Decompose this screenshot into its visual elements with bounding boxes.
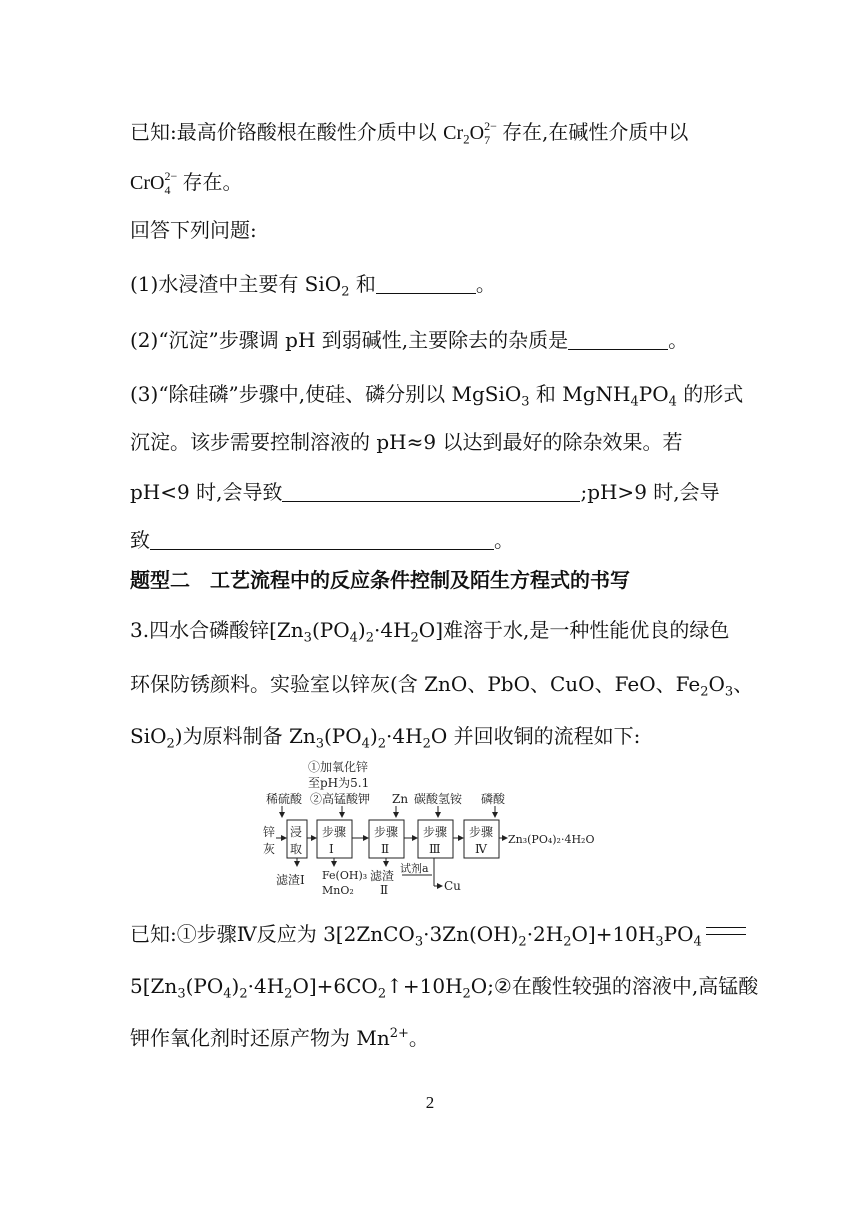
reagent-label: 试剂a — [400, 862, 429, 875]
step-1-label-a: 步骤 — [322, 825, 347, 839]
leach-label-b: 取 — [290, 842, 303, 856]
known-reaction-line-3: 钾作氧化剂时还原产物为 $Mn^{2+}$。 — [130, 1025, 429, 1050]
leach-label-a: 浸 — [290, 825, 303, 839]
chromate-formula: CrO 2− 4 — [130, 169, 178, 197]
dichromate-formula: $Cr_2O$ 2− 7 — [443, 119, 497, 147]
acid-label: 稀硫酸 — [266, 792, 303, 806]
question-1: (1)水浸渣中主要有 SiO$_2$ 和 。 — [130, 272, 496, 300]
feed-label-1: 锌 — [263, 825, 276, 839]
step-3-label-a: 步骤 — [423, 825, 448, 839]
question-3-line-2: 沉淀。该步需要控制溶液的 pH≈9 以达到最好的除杂效果。若 — [130, 430, 683, 454]
step-4-label-b: Ⅳ — [475, 842, 487, 856]
known-chromate-line-1: 已知:最高价铬酸根在酸性介质中以 $Cr_2O$ 2− 7 存在,在碱性介质中以 — [130, 119, 689, 147]
nh4hco3-label: 碳酸氢铵 — [414, 792, 463, 806]
equals-sign — [706, 927, 746, 935]
question-2: (2)“沉淀”步骤调 pH 到弱碱性,主要除去的杂质是 。 — [130, 328, 689, 352]
answer-blank-3b[interactable] — [150, 529, 494, 550]
cu-label: Cu — [444, 879, 461, 893]
h3po4-label: 磷酸 — [481, 792, 506, 806]
feed-label-2: 灰 — [263, 842, 276, 856]
page-number: 2 — [425, 1093, 435, 1112]
question-3-intro-2: 环保防锈颜料。实验室以锌灰(含 ZnO、PbO、CuO、FeO、$Fe_2O_3$、 — [130, 672, 754, 700]
residue-2-label-b: Ⅱ — [380, 883, 389, 897]
answer-prompt: 回答下列问题: — [130, 218, 257, 242]
step-3-label-b: Ⅲ — [429, 842, 441, 856]
known-reaction-line-2: $5[Zn_3(PO_4)_2\cdot 4H_2O]+6CO_2↑+10H_2O;②$在酸性较强的溶液中,高锰酸 — [130, 974, 759, 1002]
step-1-label-b: Ⅰ — [329, 842, 334, 856]
answer-blank-2[interactable] — [568, 329, 668, 350]
process-flow-diagram — [262, 758, 602, 898]
answer-blank-1[interactable] — [376, 273, 476, 294]
section-heading: 题型二 工艺流程中的反应条件控制及陌生方程式的书写 — [130, 568, 630, 592]
question-3-line-1: (3)“除硅磷”步骤中,使硅、磷分别以 MgSiO$_3$ 和 $MgNH_4PO_4$ 的形式 — [130, 382, 744, 410]
known-chromate-line-2: CrO 2− 4 存在。 — [130, 169, 243, 197]
answer-blank-3a[interactable] — [282, 481, 580, 502]
product-label: Zn₃(PO₄)₂·4H₂O — [508, 833, 595, 846]
residue-1-label: 滤渣Ⅰ — [276, 873, 305, 887]
question-3-intro-3: SiO$_2$)为原料制备 $Zn_3(PO_4)_2\cdot 4H_2O$ 并回收铜的流程如下: — [130, 724, 641, 752]
question-3-line-4: 致 。 — [130, 528, 514, 552]
step1-note-2: 至pH为5.1 — [308, 776, 370, 790]
step1-note-3: ②高锰酸钾 — [310, 792, 371, 806]
known-reaction-line-1: 已知:①步骤Ⅳ反应为 $3[2ZnCO_3\cdot 3Zn(OH)_2\cdot 2H_2O]+10H_3PO_4$ — [130, 920, 746, 957]
feoh3-label: Fe(OH)₃ — [322, 869, 368, 882]
zn-label: Zn — [392, 792, 409, 806]
question-3-line-3: pH<9 时,会导致 ;pH>9 时,会导 — [130, 480, 720, 504]
residue-2-label-a: 滤渣 — [370, 869, 395, 883]
step1-note-1: ①加氧化锌 — [308, 760, 369, 774]
step-4-label-a: 步骤 — [469, 825, 494, 839]
mno2-label: MnO₂ — [322, 884, 354, 897]
step-2-label-a: 步骤 — [374, 825, 399, 839]
step-2-label-b: Ⅱ — [381, 842, 390, 856]
question-3-intro-1: 3.四水合磷酸锌$[Zn_3(PO_4)_2\cdot 4H_2O]$难溶于水,是一种性能优良的绿色 — [130, 618, 730, 646]
